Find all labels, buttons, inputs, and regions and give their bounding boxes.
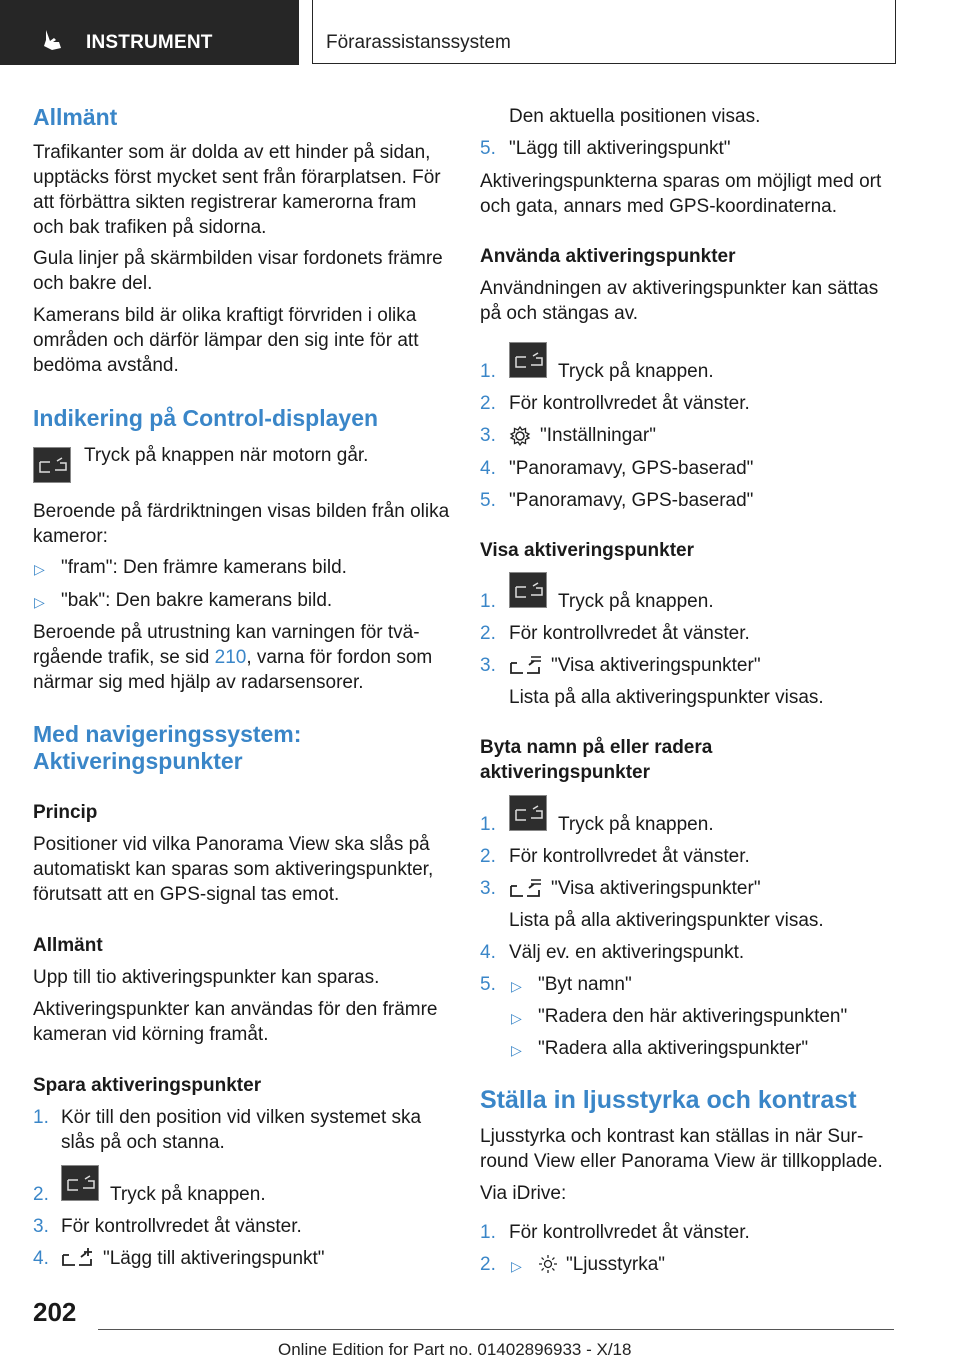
paragraph: Användningen av aktiveringspunkter kan sättas på och stängas av. [480,278,879,324]
heading-nav-line2: Aktiveringspunkter [33,748,243,774]
step-text: "Panoramavy, GPS-baserad" [509,490,754,511]
step-text: För kontrollvredet åt vänster. [509,393,750,414]
step-note: Lista på alla aktiveringspunkter visas. [509,910,824,931]
footer-divider [98,1329,894,1330]
step-number: 1. [480,591,496,612]
step-number: 5. [480,974,496,995]
step-number: 3. [480,878,496,899]
hand-pointer-icon [40,28,66,52]
step-text: "Ljusstyrka" [566,1254,666,1275]
subheading-byta: Byta namn på eller radera aktiveringspunkter [480,737,713,783]
paragraph: Positioner vid vilka Panorama View ska slås på automatiskt kan sparas som aktiveringspunkter, förutsatt att en GPS-signal tas emot. [33,834,434,905]
footer-edition: Online Edition for Part no. 01402896933 - X/18 [278,1340,632,1359]
camera-button-icon [509,342,547,378]
step-number: 1. [480,814,496,835]
step-number: 3. [33,1216,49,1237]
list-points-icon [509,655,543,677]
bullet-triangle-icon: ▷ [34,594,45,610]
list-item: "fram": Den främre kamerans bild. [61,557,347,578]
step-number: 3. [480,425,496,446]
paragraph: Ljusstyrka och kontrast kan ställas in när Sur- round View eller Panorama View är tillkopplade. [480,1126,883,1172]
paragraph: Beroende på färdriktningen visas bilden från olika kameror: [33,501,450,547]
step-number: 2. [480,623,496,644]
camera-button-icon [33,447,71,483]
step-text: "Visa aktiveringspunkter" [551,878,761,899]
step-text: Tryck på knappen. [558,591,714,612]
step-text: "Lägg till aktiveringspunkt" [103,1248,325,1269]
subheading-princip: Princip [33,802,98,823]
page-link[interactable]: 210 [214,647,247,668]
step-text: "Visa aktiveringspunkter" [551,655,761,676]
step-text: "Lägg till aktiveringspunkt" [509,138,731,159]
step-text: För kontrollvredet åt vänster. [509,846,750,867]
step-text: "Byt namn" [538,974,632,995]
subheading-spara: Spara aktiveringspunkter [33,1075,262,1096]
camera-button-icon [509,795,547,831]
paragraph: Kamerans bild är olika kraftigt förvriden i olika områden och därför lämpar den sig inte för att bedöma avstånd. [33,305,419,376]
step-number: 4. [480,942,496,963]
step-number: 3. [480,655,496,676]
step-text: "Inställningar" [540,425,656,446]
brightness-icon [538,1254,558,1274]
paragraph: Via iDrive: [480,1183,567,1204]
step-number: 4. [33,1248,49,1269]
step-number: 4. [480,458,496,479]
step-text: För kontrollvredet åt vänster. [509,623,750,644]
add-point-icon [61,1247,95,1269]
step-number: 2. [33,1184,49,1205]
step-number: 1. [33,1107,49,1128]
step-number: 1. [480,361,496,382]
list-points-icon [509,878,543,900]
step-number: 2. [480,846,496,867]
paragraph: Aktiveringspunkterna sparas om möjligt med ort och gata, annars med GPS-koordinaterna. [480,171,882,217]
step-continuation: Den aktuella positionen visas. [509,106,761,127]
step-text: "Radera den här aktiveringspunkten" [538,1006,848,1027]
paragraph: Gula linjer på skärmbilden visar fordonets främre och bakre del. [33,248,443,294]
bullet-triangle-icon: ▷ [34,561,45,577]
step-number: 1. [480,1222,496,1243]
camera-button-icon [61,1165,99,1201]
step-text: "Panoramavy, GPS-baserad" [509,458,754,479]
step-text: För kontrollvredet åt vänster. [61,1216,302,1237]
step-note: Lista på alla aktiveringspunkter visas. [509,687,824,708]
step-text: Tryck på knappen. [558,814,714,835]
heading-nav-line1: Med navigeringssystem: [33,721,302,747]
paragraph: Upp till tio aktiveringspunkter kan sparas. [33,967,380,988]
step-text: Välj ev. en aktiveringspunkt. [509,942,745,963]
step-text: "Radera alla aktiveringspunkter" [538,1038,809,1059]
heading-allmant: Allmänt [33,104,118,130]
bullet-triangle-icon: ▷ [511,1042,522,1058]
subheading-visa: Visa aktiveringspunkter [480,540,695,561]
header-title: Förarassistanssystem [326,32,511,53]
step-text: Tryck på knappen. [558,361,714,382]
step-number: 2. [480,393,496,414]
camera-button-icon [509,572,547,608]
step-number: 5. [480,490,496,511]
subheading-allmant: Allmänt [33,935,103,956]
step-text: För kontrollvredet åt vänster. [509,1222,750,1243]
paragraph: Aktiveringspunkter kan användas för den främre kameran vid körning framåt. [33,999,438,1045]
page-number: 202 [33,1297,77,1327]
step-text: Tryck på knappen. [110,1184,266,1205]
step-number: 2. [480,1254,496,1275]
bullet-triangle-icon: ▷ [511,1010,522,1026]
bullet-triangle-icon: ▷ [511,1258,522,1274]
heading-ljusstyrka: Ställa in ljusstyrka och kontrast [480,1086,857,1114]
header-title-box [312,0,896,64]
step-number: 5. [480,138,496,159]
list-item: "bak": Den bakre kamerans bild. [61,590,333,611]
bullet-triangle-icon: ▷ [511,978,522,994]
paragraph: Trafikanter som är dolda av ett hinder på sidan, upptäcks först mycket sent från förarplatsen. För att förbättra sikten registrerar kamerorna fram och bak trafiken på sidorna. [33,142,441,238]
header-section-label: INSTRUMENT [86,32,213,53]
heading-indikering: Indikering på Control-displayen [33,405,379,431]
paragraph: Beroende på utrustning kan varningen för tvä- rgående trafik, se sid 210, varna för fordon som närmar sig med hjälp av radarsensorer. [33,622,433,693]
instruction-text: Tryck på knappen när motorn går. [84,445,369,466]
header-section-tab [0,0,299,65]
subheading-anvanda: Använda aktiveringspunkter [480,246,736,267]
gear-icon [509,425,531,447]
step-text: Kör till den position vid vilken systemet ska slås på och stanna. [61,1107,422,1153]
